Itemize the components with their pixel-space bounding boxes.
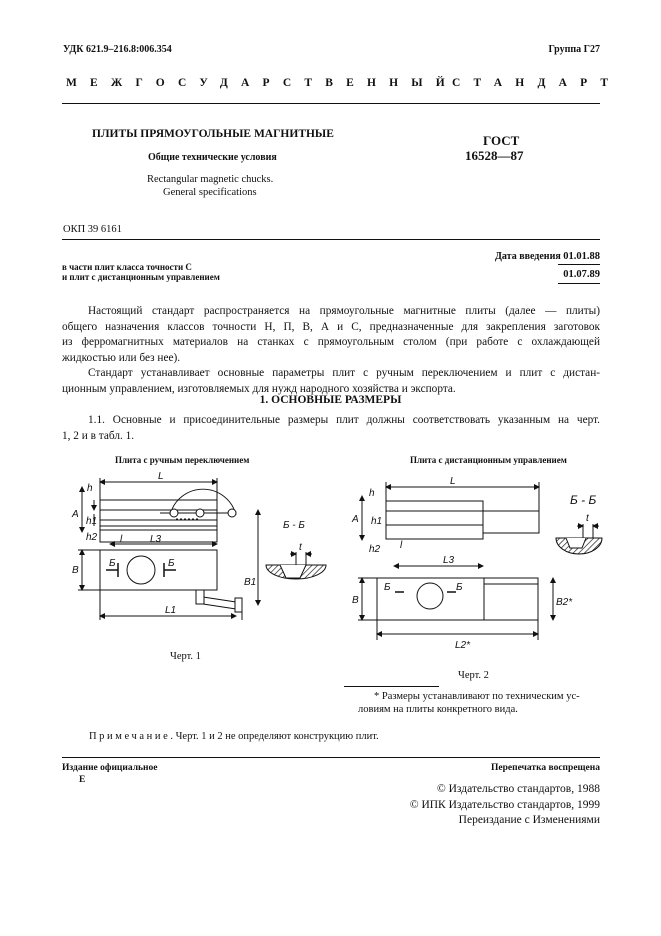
label-t-fig2: t: [586, 513, 589, 524]
edition-letter: Е: [79, 775, 86, 785]
intro-date-label: Дата введения: [495, 251, 561, 262]
standard-word: СТАНДАРТ: [452, 77, 622, 89]
standard-subtitle: Общие технические условия: [148, 152, 277, 163]
standard-title: ПЛИТЫ ПРЯМОУГОЛЬНЫЕ МАГНИТНЫЕ: [92, 128, 334, 140]
figure-2-caption: Плита с дистанционным управлением: [410, 455, 567, 465]
section-label-2: Б - Б: [570, 493, 597, 507]
label-h1: h1: [86, 516, 98, 527]
part-line-1: в части плит класса точности С: [62, 262, 192, 272]
label-L2: L2*: [455, 640, 471, 651]
official-edition: Издание официальное: [62, 763, 158, 773]
label-h-fig2: h: [369, 488, 375, 499]
label-B: B: [72, 565, 79, 576]
label-L: L: [158, 471, 164, 482]
label-h1-fig2: h1: [371, 516, 383, 527]
intro-date: 01.01.88: [563, 251, 600, 262]
label-B-fig2: B: [352, 595, 359, 606]
label-L1: L1: [165, 605, 177, 616]
group-code: Группа Г27: [548, 44, 600, 55]
footnote-line: * Размеры устанавливают по техническим ус-: [374, 691, 580, 702]
reissue-line: Переиздание с Изменениями: [458, 814, 600, 826]
label-L3: L3: [150, 534, 162, 545]
scope-line: из ферромагнитных материалов на станках с прямоугольным столом (при работе с охлаждающей: [62, 336, 600, 349]
part-date: 01.07.89: [563, 269, 600, 280]
footer-rule: [62, 757, 600, 758]
figure-1-drawing: [78, 478, 326, 620]
mark-b-right: Б: [168, 558, 175, 569]
label-A-fig2: A: [352, 514, 359, 525]
footnote-line: ловиям на плиты конкретного вида.: [358, 704, 518, 715]
gost-number: 16528—87: [465, 148, 524, 163]
label-l: l: [120, 534, 123, 545]
copyright-line: © Издательство стандартов, 1988: [436, 783, 600, 795]
label-B2: B2*: [556, 597, 573, 608]
note: [89, 731, 379, 742]
note-text: . Черт. 1 и 2 не определяют конструкцию плит.: [170, 731, 379, 742]
okp-code: ОКП 39 6161: [63, 224, 122, 235]
part-line-2: и плит с дистанционным управлением: [62, 272, 220, 282]
mark-b-right-fig2: Б: [456, 582, 463, 593]
label-h: h: [87, 483, 93, 494]
footnote-rule: [344, 686, 439, 687]
label-h2: h2: [86, 532, 98, 543]
footnote: [358, 690, 580, 716]
label-B1: B1: [244, 577, 257, 588]
label-l-fig2: l: [400, 540, 403, 551]
clause-line: 1, 2 и в табл. 1.: [62, 429, 135, 442]
copyright-line: © ИПК Издательство стандартов, 1999: [409, 798, 600, 811]
reprint-notice: Перепечатка воспрещена: [490, 763, 600, 773]
purpose-line: ционным управлением, изготовляемых для нужд народного хозяйства и экспорта.: [62, 382, 456, 395]
label-t: t: [299, 542, 302, 553]
mark-b-left: Б: [109, 558, 116, 569]
label-L3-fig2: L3: [443, 555, 455, 566]
figure-2-label: Черт. 2: [458, 670, 489, 681]
mark-b-left-fig2: Б: [384, 582, 391, 593]
figure-2-drawing: [358, 482, 602, 640]
figure-1-label: Черт. 1: [170, 651, 201, 662]
purpose-line: Стандарт устанавливает основные параметры плит с ручным переключением и плит с дистан-: [88, 367, 600, 380]
label-L-fig2: L: [450, 476, 456, 487]
section-heading: 1. ОСНОВНЫЕ РАЗМЕРЫ: [259, 394, 402, 406]
scope-line: Настоящий стандарт распространяется на прямоугольные магнитные плиты (далее — плиты): [88, 305, 600, 317]
section-label-1: Б - Б: [283, 520, 305, 531]
udk-code: УДК 621.9–216.8:006.354: [63, 44, 172, 55]
note-label: Примечание: [89, 731, 171, 742]
english-title: Rectangular magnetic chucks.: [147, 174, 274, 185]
copyright-block: [410, 782, 600, 829]
scope-line: жидкостью или без нее).: [62, 351, 181, 364]
label-A: A: [72, 509, 79, 520]
gost-label: ГОСТ: [483, 133, 520, 148]
label-h2-fig2: h2: [369, 544, 381, 555]
clause-line: 1.1. Основные и присоединительные размеры плит должны соответствовать указанным на черт.: [88, 414, 600, 426]
english-subtitle: General specifications: [163, 187, 257, 198]
figure-1-caption: Плита с ручным переключением: [115, 455, 250, 465]
interstate-word: МЕЖГОСУДАРСТВЕННЫЙ: [66, 77, 458, 89]
scope-line: общего назначения классов точности Н, П, В, А и С, предназначенные для закрепления заготовок: [62, 320, 600, 333]
